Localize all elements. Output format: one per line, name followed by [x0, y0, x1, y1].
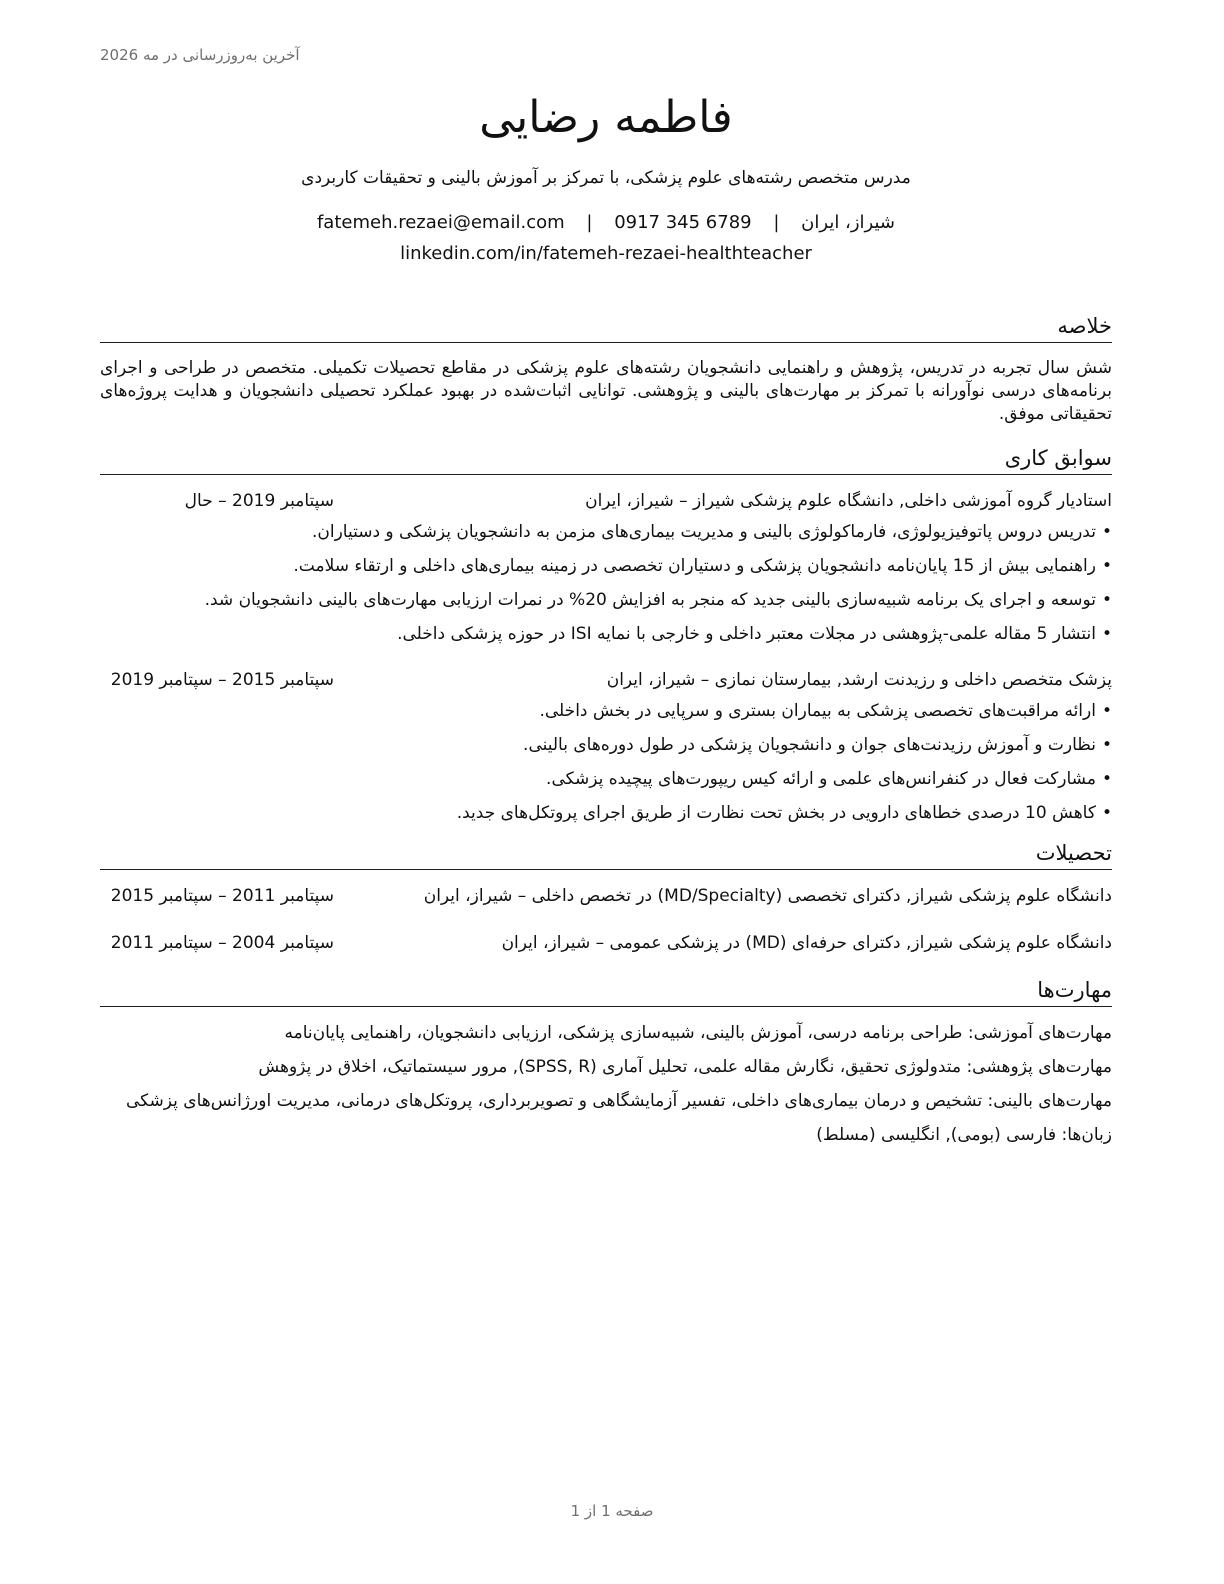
phone-number: 0917 345 6789	[614, 212, 752, 233]
bullet-item	[100, 801, 1112, 825]
education-section	[100, 839, 1112, 956]
job-title: استادیار گروه آموزشی داخلی, دانشگاه علوم پزشکی شیراز – شیراز، ایران	[585, 491, 1112, 511]
bullet-text: راهنمایی بیش از 15 پایان‌نامه دانشجویان پزشکی و دستیاران تخصصی در زمینه بیماری‌های داخلی و ارتقاء سلامت.	[293, 556, 1096, 576]
skills-heading: مهارت‌ها	[100, 976, 1112, 1007]
job-bullets	[100, 699, 1112, 825]
skills-section	[100, 976, 1112, 1147]
skills-line: مهارت‌های آموزشی: طراحی برنامه درسی، آموزش بالینی، شبیه‌سازی پزشکی، ارزیابی دانشجویان، راهنمایی پایان‌نامه	[284, 1023, 1112, 1043]
education-header	[100, 931, 1112, 956]
bullet-text: ارائه مراقبت‌های تخصصی پزشکی به بیماران بستری و سرپایی در بخش داخلی.	[539, 701, 1096, 721]
resume-body	[100, 312, 1112, 1157]
education-heading: تحصیلات	[100, 839, 1112, 870]
skills-line: زبان‌ها: فارسی (بومی), انگلیسی (مسلط)	[816, 1125, 1112, 1145]
location-text: شیراز، ایران	[801, 212, 896, 233]
summary-heading: خلاصه	[100, 312, 1112, 343]
professional-subtitle: مدرس متخصص رشته‌های علوم پزشکی، با تمرکز بر آموزش بالینی و تحقیقات کاربردی	[301, 168, 911, 188]
experience-section	[100, 444, 1112, 825]
job-title: پزشک متخصص داخلی و رزیدنت ارشد, بیمارستان نمازی – شیراز، ایران	[606, 670, 1112, 690]
education-title: دانشگاه علوم پزشکی شیراز, دکترای تخصصی (MD/Specialty) در تخصص داخلی – شیراز، ایران	[423, 886, 1112, 906]
bullet-item	[100, 520, 1112, 544]
bullet-text: مشارکت فعال در کنفرانس‌های علمی و ارائه کیس ریپورت‌های پیچیده پزشکی.	[546, 769, 1096, 789]
job-header	[100, 489, 1112, 514]
contact-separator: |	[586, 212, 593, 233]
resume-header	[100, 88, 1112, 264]
page-number: صفحه 1 از 1	[570, 1502, 654, 1520]
job-entry	[100, 668, 1112, 825]
bullet-icon: •	[1101, 556, 1112, 576]
summary-text: شش سال تجربه در تدریس، پژوهش و راهنمایی دانشجویان رشته‌های علوم پزشکی در مقاطع تحصیلات تکمیلی. متخصص در طراحی و اجرای برنامه‌های درسی نوآورانه با تمرکز بر مهارت‌های بالینی و پژوهشی. توانایی اثبات‌شده در بهبود عملکرد تحصیلی دانشجویان و هدایت پروژه‌های تحقیقاتی موفق.	[100, 358, 1112, 424]
education-entry	[100, 931, 1112, 956]
skills-list	[100, 1021, 1112, 1147]
job-bullets	[100, 520, 1112, 646]
experience-heading: سوابق کاری	[100, 444, 1112, 475]
summary-section	[100, 312, 1112, 426]
skills-line: مهارت‌های پژوهشی: متدولوژی تحقیق، نگارش مقاله علمی، تحلیل آماری (SPSS, R), مرور سیستماتیک، اخلاق در پژوهش	[258, 1057, 1112, 1077]
job-entry	[100, 489, 1112, 646]
bullet-text: نظارت و آموزش رزیدنت‌های جوان و دانشجویان پزشکی در طول دوره‌های بالینی.	[523, 735, 1096, 755]
bullet-item	[100, 733, 1112, 757]
education-title: دانشگاه علوم پزشکی شیراز, دکترای حرفه‌ای (MD) در پزشکی عمومی – شیراز، ایران	[501, 933, 1112, 953]
job-date: سپتامبر 2019 – حال	[184, 491, 334, 511]
bullet-icon: •	[1101, 769, 1112, 789]
bullet-icon: •	[1101, 522, 1112, 542]
bullet-text: توسعه و اجرای یک برنامه شبیه‌سازی بالینی جدید که منجر به افزایش 20% در نمرات ارزیابی مهارت‌های بالینی دانشجویان شد.	[204, 590, 1096, 610]
bullet-item	[100, 588, 1112, 612]
education-entry	[100, 884, 1112, 909]
education-date: سپتامبر 2004 – سپتامبر 2011	[110, 933, 334, 953]
bullet-icon: •	[1101, 735, 1112, 755]
bullet-item	[100, 767, 1112, 791]
bullet-icon: •	[1101, 701, 1112, 721]
contact-separator: |	[773, 212, 780, 233]
bullet-icon: •	[1101, 624, 1112, 644]
email-link[interactable]: fatemeh.rezaei@email.com	[316, 212, 565, 233]
bullet-item	[100, 699, 1112, 723]
bullet-icon: •	[1101, 590, 1112, 610]
bullet-text: انتشار 5 مقاله علمی-پژوهشی در مجلات معتبر داخلی و خارجی با نمایه ISI در حوزه پزشکی داخلی.	[397, 624, 1096, 644]
education-date: سپتامبر 2011 – سپتامبر 2015	[110, 886, 334, 906]
contact-line	[100, 212, 1112, 233]
education-header	[100, 884, 1112, 909]
bullet-item	[100, 554, 1112, 578]
bullet-text: تدریس دروس پاتوفیزیولوژی، فارماکولوژی بالینی و مدیریت بیماری‌های مزمن به دانشجویان پزشکی و دستیاران.	[311, 522, 1096, 542]
linkedin-link[interactable]: linkedin.com/in/fatemeh-rezaei-healthteacher	[400, 243, 812, 264]
person-name: فاطمه رضایی	[479, 92, 733, 143]
skills-line: مهارت‌های بالینی: تشخیص و درمان بیماری‌های داخلی، تفسیر آزمایشگاهی و تصویربرداری، پروتکل‌های درمانی، مدیریت اورژانس‌های پزشکی	[125, 1091, 1112, 1111]
bullet-icon: •	[1101, 803, 1112, 823]
last-updated-note: آخرین به‌روزرسانی در مه 2026	[100, 46, 300, 64]
job-header	[100, 668, 1112, 693]
job-date: سپتامبر 2015 – سپتامبر 2019	[110, 670, 334, 690]
bullet-item	[100, 622, 1112, 646]
bullet-text: کاهش 10 درصدی خطاهای دارویی در بخش تحت نظارت از طریق اجرای پروتکل‌های جدید.	[456, 803, 1096, 823]
